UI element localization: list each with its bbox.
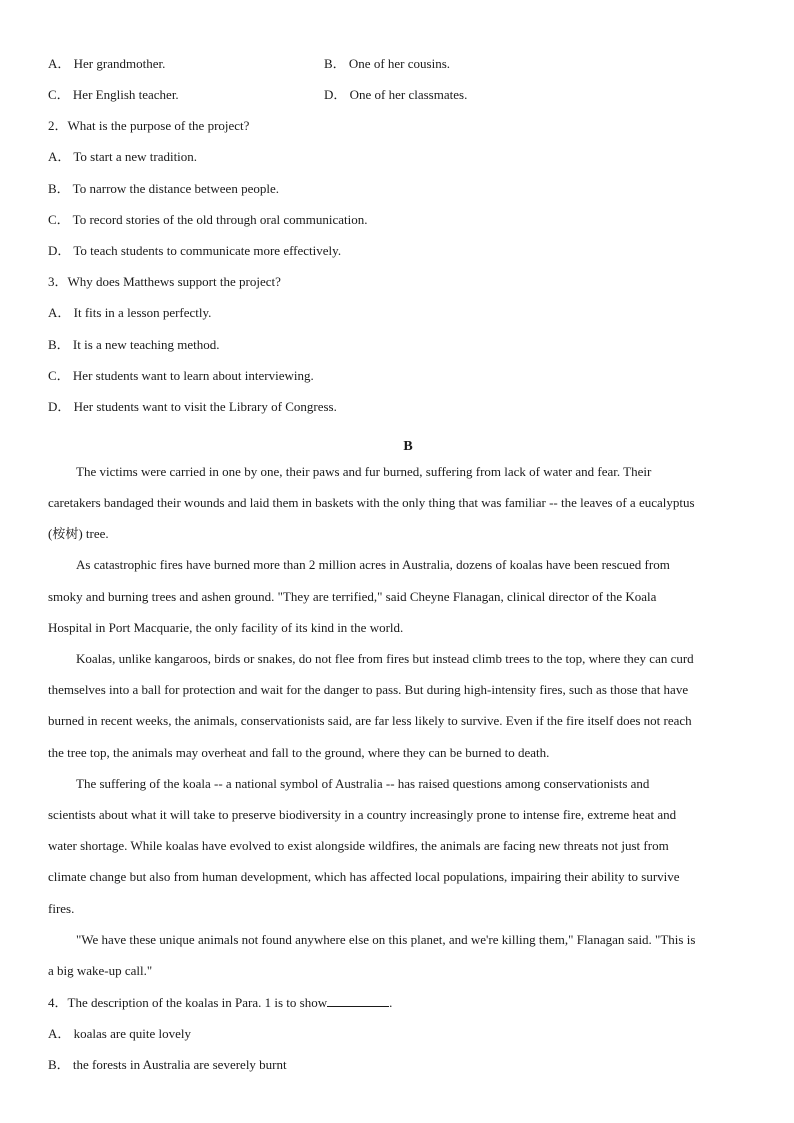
- answer-blank[interactable]: [327, 994, 389, 1007]
- q3-option-d: D． Her students want to visit the Library of Congress.: [48, 399, 337, 414]
- passage-line: the tree top, the animals may overheat and fall to the ground, where they can be burned to death.: [48, 745, 550, 760]
- q2-option-a: A． To start a new tradition.: [48, 149, 198, 164]
- passage-line: caretakers bandaged their wounds and laid them in baskets with the only thing that was familiar -- the leaves of a eucalyptus: [48, 495, 695, 510]
- passage-line: The victims were carried in one by one, their paws and fur burned, suffering from lack of water and fear. Their: [76, 464, 652, 479]
- q2-option-d: D． To teach students to communicate more effectively.: [48, 243, 342, 258]
- q4-option-b: B． the forests in Australia are severely burnt: [48, 1057, 287, 1072]
- passage-line: Hospital in Port Macquarie, the only facility of its kind in the world.: [48, 620, 404, 635]
- passage-line: climate change but also from human development, which has affected local populations, impairing their ability to survive: [48, 869, 680, 884]
- q3-stem: 3．Why does Matthews support the project?: [48, 274, 281, 289]
- passage-line: Koalas, unlike kangaroos, birds or snakes, do not flee from fires but instead climb trees to the top, where they can curd: [76, 651, 694, 666]
- passage-line: smoky and burning trees and ashen ground. "They are terrified," said Cheyne Flanagan, clinical director of the Koala: [48, 589, 657, 604]
- q2-option-b: B． To narrow the distance between people.: [48, 181, 279, 196]
- q4-stem-period: .: [389, 995, 393, 1010]
- q1-option-d: D． One of her classmates.: [324, 87, 468, 102]
- passage-line: burned in recent weeks, the animals, conservationists said, are far less likely to survive. Even if the fire itself does not reach: [48, 713, 692, 728]
- passage-line: scientists about what it will take to preserve biodiversity in a country increasingly prone to intense fire, extreme heat and: [48, 807, 677, 822]
- q3-option-b: B． It is a new teaching method.: [48, 337, 220, 352]
- passage-line: a big wake-up call.": [48, 963, 153, 978]
- passage-line: As catastrophic fires have burned more than 2 million acres in Australia, dozens of koalas have been rescued from: [76, 557, 670, 572]
- q3-option-a: A． It fits in a lesson perfectly.: [48, 305, 212, 320]
- q1-option-a: A． Her grandmother.: [48, 56, 166, 71]
- q2-stem: 2．What is the purpose of the project?: [48, 118, 250, 133]
- q1-option-b: B． One of her cousins.: [324, 56, 451, 71]
- q4-stem-line: [48, 994, 392, 1011]
- passage-line: The suffering of the koala -- a national symbol of Australia -- has raised questions among conservationists and: [76, 776, 650, 791]
- passage-line: fires.: [48, 901, 75, 916]
- q2-option-c: C． To record stories of the old through oral communication.: [48, 212, 368, 227]
- passage-line: (桉树) tree.: [48, 526, 109, 541]
- q4-option-a: A． koalas are quite lovely: [48, 1026, 191, 1041]
- passage-line: "We have these unique animals not found anywhere else on this planet, and we're killing them," Flanagan said. "This is: [76, 932, 696, 947]
- passage-line: water shortage. While koalas have evolved to exist alongside wildfires, the animals are facing new threats not just from: [48, 838, 669, 853]
- q3-option-c: C． Her students want to learn about interviewing.: [48, 368, 314, 383]
- q1-option-c: C． Her English teacher.: [48, 87, 179, 102]
- passage-line: themselves into a ball for protection and wait for the danger to pass. But during high-intensity fires, such as those that have: [48, 682, 689, 697]
- section-b-heading: B: [403, 439, 413, 454]
- q4-stem: 4．The description of the koalas in Para. 1 is to show: [48, 995, 328, 1010]
